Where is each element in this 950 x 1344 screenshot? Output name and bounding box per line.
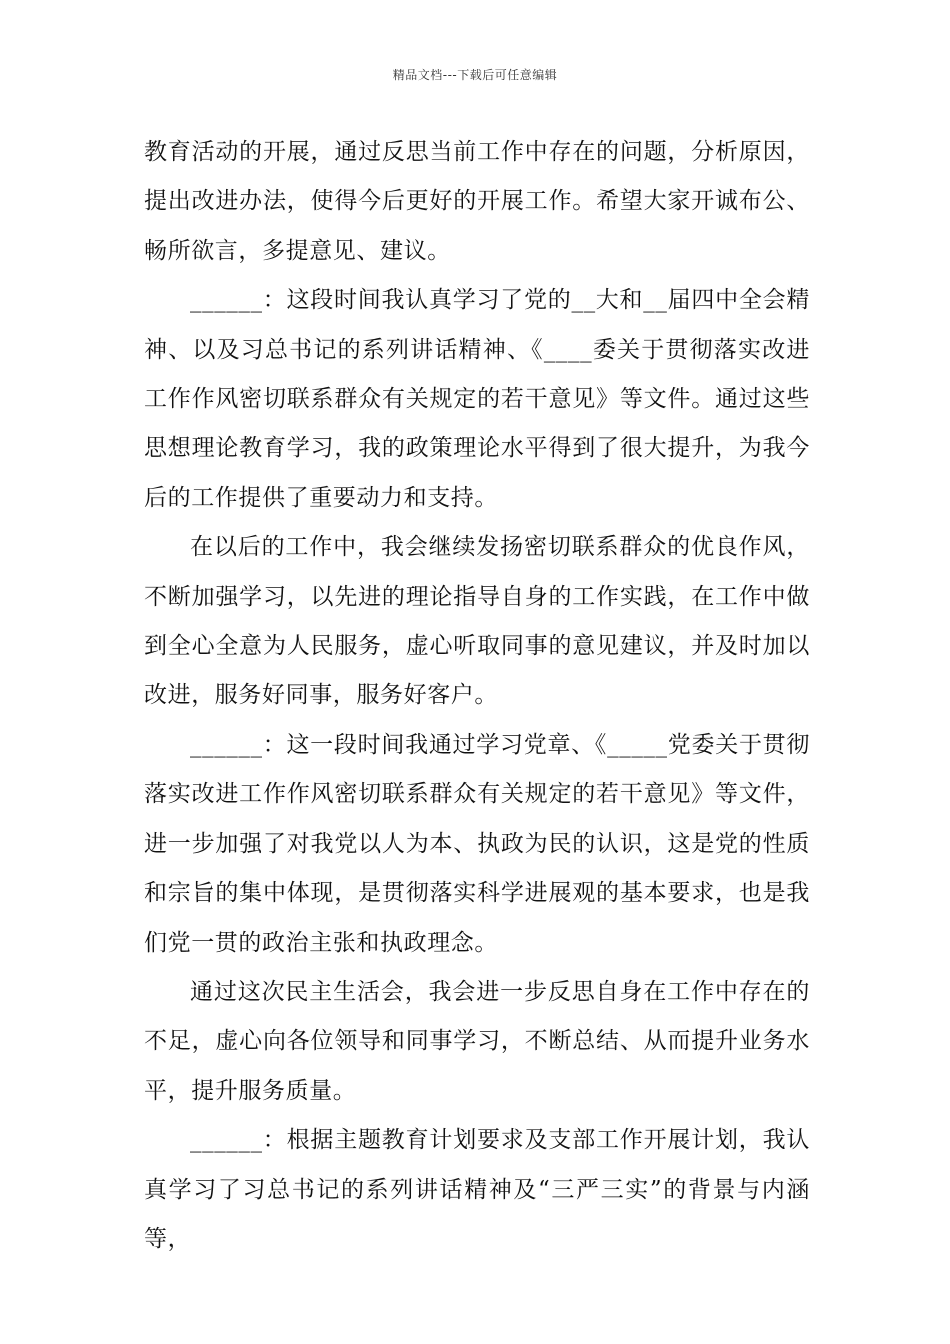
paragraph-study-report-2: ______：这一段时间我通过学习党章、《_____党委关于贯彻落实改进工作作风密切联系群众有关规定的若干意见》等文件，进一步加强了对我党以人为本、执政为民的认识，这是党的性质和宗旨的集中体现，是贯彻落实科学进展观的基本要求，也是我们党一贯的政治主张和执政理念。 [144, 731, 810, 956]
paragraph-continuation: 教育活动的开展，通过反思当前工作中存在的问题，分析原因，提出改进办法，使得今后更好的开展工作。希望大家开诚布公、畅所欲言，多提意见、建议。 [144, 139, 810, 264]
paragraph-future-work-2: 通过这次民主生活会，我会进一步反思自身在工作中存在的不足，虚心向各位领导和同事学习，不断总结、从而提升业务水平，提升服务质量。 [144, 978, 810, 1104]
page-header: 精品文档---下载后可任意编辑 [392, 68, 558, 82]
paragraph-study-report-3: ______：根据主题教育计划要求及支部工作开展计划，我认真学习了习总书记的系列讲话精神及“三严三实”的背景与内涵等， [144, 1127, 810, 1252]
document-body [144, 128, 810, 1264]
paragraph-future-work-1: 在以后的工作中，我会继续发扬密切联系群众的优良作风，不断加强学习，以先进的理论指导自身的工作实践，在工作中做到全心全意为人民服务，虚心听取同事的意见建议，并及时加以改进，服务好同事，服务好客户。 [144, 534, 810, 709]
paragraph-study-report-1: ______：这段时间我认真学习了党的__大和__届四中全会精神、以及习总书记的系列讲话精神、《____委关于贯彻落实改进工作作风密切联系群众有关规定的若干意见》等文件。通过这些思想理论教育学习，我的政策理论水平得到了很大提升，为我今后的工作提供了重要动力和支持。 [144, 287, 810, 511]
